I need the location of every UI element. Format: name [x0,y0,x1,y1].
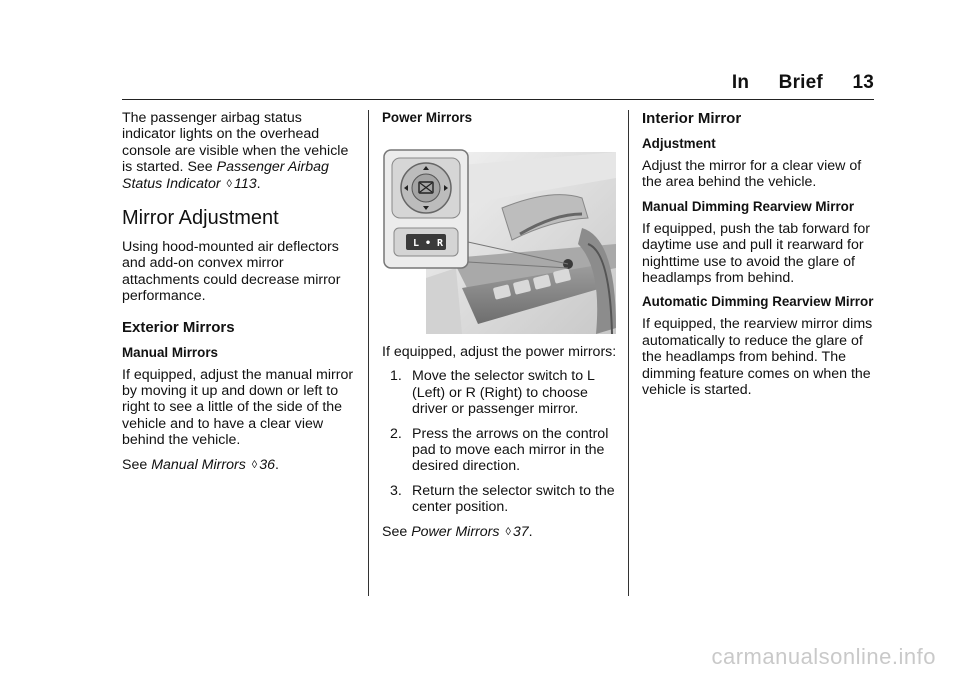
column-3 [642,110,878,406]
heading-adjustment: Adjustment [642,136,716,151]
step-item: 3. Return the selector switch to the center position. [390,482,615,516]
page-header [122,72,874,100]
heading-power-mirrors: Power Mirrors [382,110,473,125]
header-rule [122,99,874,100]
selector-switch-label: L • R [412,238,444,249]
auto-dimming-paragraph: If equipped, the rearview mirror dims automatically to reduce the glare of the headlamps from behind. The dimming feature comes on when the vehicle is started. [642,316,873,399]
page-ref-arrow-icon: ◊ [251,458,258,471]
heading-exterior-mirrors: Exterior Mirrors [122,318,235,336]
power-mirror-illustration [382,148,616,334]
column-2 [382,110,618,548]
mirror-warning-paragraph: Using hood-mounted air deflectors and add-on convex mirror attachments could decrease mirror performance. [122,239,341,305]
xref-page[interactable]: 36 [259,456,275,473]
manual-dimming-paragraph: If equipped, push the tab forward for daytime use and pull it rearward for nighttime use to avoid the glare of headlamps from behind. [642,220,870,287]
manual-mirrors-paragraph: If equipped, adjust the manual mirror by moving it up and down or left to right to see a little of the side of the vehicle and to have a clear view behind the vehicle. [122,366,354,449]
power-mirrors-see: See Power Mirrors ◊ 37. [382,523,533,540]
xref-power-mirrors[interactable]: Power Mirrors [411,523,500,540]
xref-manual-mirrors[interactable]: Manual Mirrors [151,456,246,473]
page-ref-arrow-icon: ◊ [505,525,511,538]
step-item: 1. Move the selector switch to L (Left) or R (Right) to choose driver or passenger mirror. [390,368,595,418]
page-number: 13 [852,72,874,93]
column-divider-2 [628,110,629,596]
heading-mirror-adjustment: Mirror Adjustment [122,207,279,230]
adjustment-paragraph: Adjust the mirror for a clear view of the area behind the vehicle. [642,158,862,191]
xref-page[interactable]: 37 [512,523,529,540]
heading-manual-mirrors: Manual Mirrors [122,344,218,360]
column-1 [122,110,354,481]
airbag-indicator-paragraph: The passenger airbag status indicator lights on the overhead console are visible when the vehicle is started. See Passenger Airbag Status Indicator ◊ 113. [122,110,349,192]
xref-passenger-airbag[interactable]: Passenger Airbag Status Indicator [122,159,329,192]
manual-mirrors-see: See Manual Mirrors ◊ 36. [122,456,279,473]
step-item: 2. Press the arrows on the control pad to move each mirror in the desired direction. [390,425,609,475]
header-title [732,72,874,94]
power-mirrors-intro: If equipped, adjust the power mirrors: [382,344,617,360]
section-title: In Brief [731,72,823,93]
heading-manual-dimming: Manual Dimming Rearview Mirror [642,198,855,214]
page-ref-arrow-icon: ◊ [226,177,232,190]
watermark: carmanualsonline.info [711,644,936,669]
column-divider-1 [368,110,369,596]
xref-page[interactable]: 113 [233,175,257,192]
heading-interior-mirror: Interior Mirror [642,110,742,127]
heading-auto-dimming: Automatic Dimming Rearview Mirror [642,294,874,310]
power-mirrors-steps [382,368,618,515]
